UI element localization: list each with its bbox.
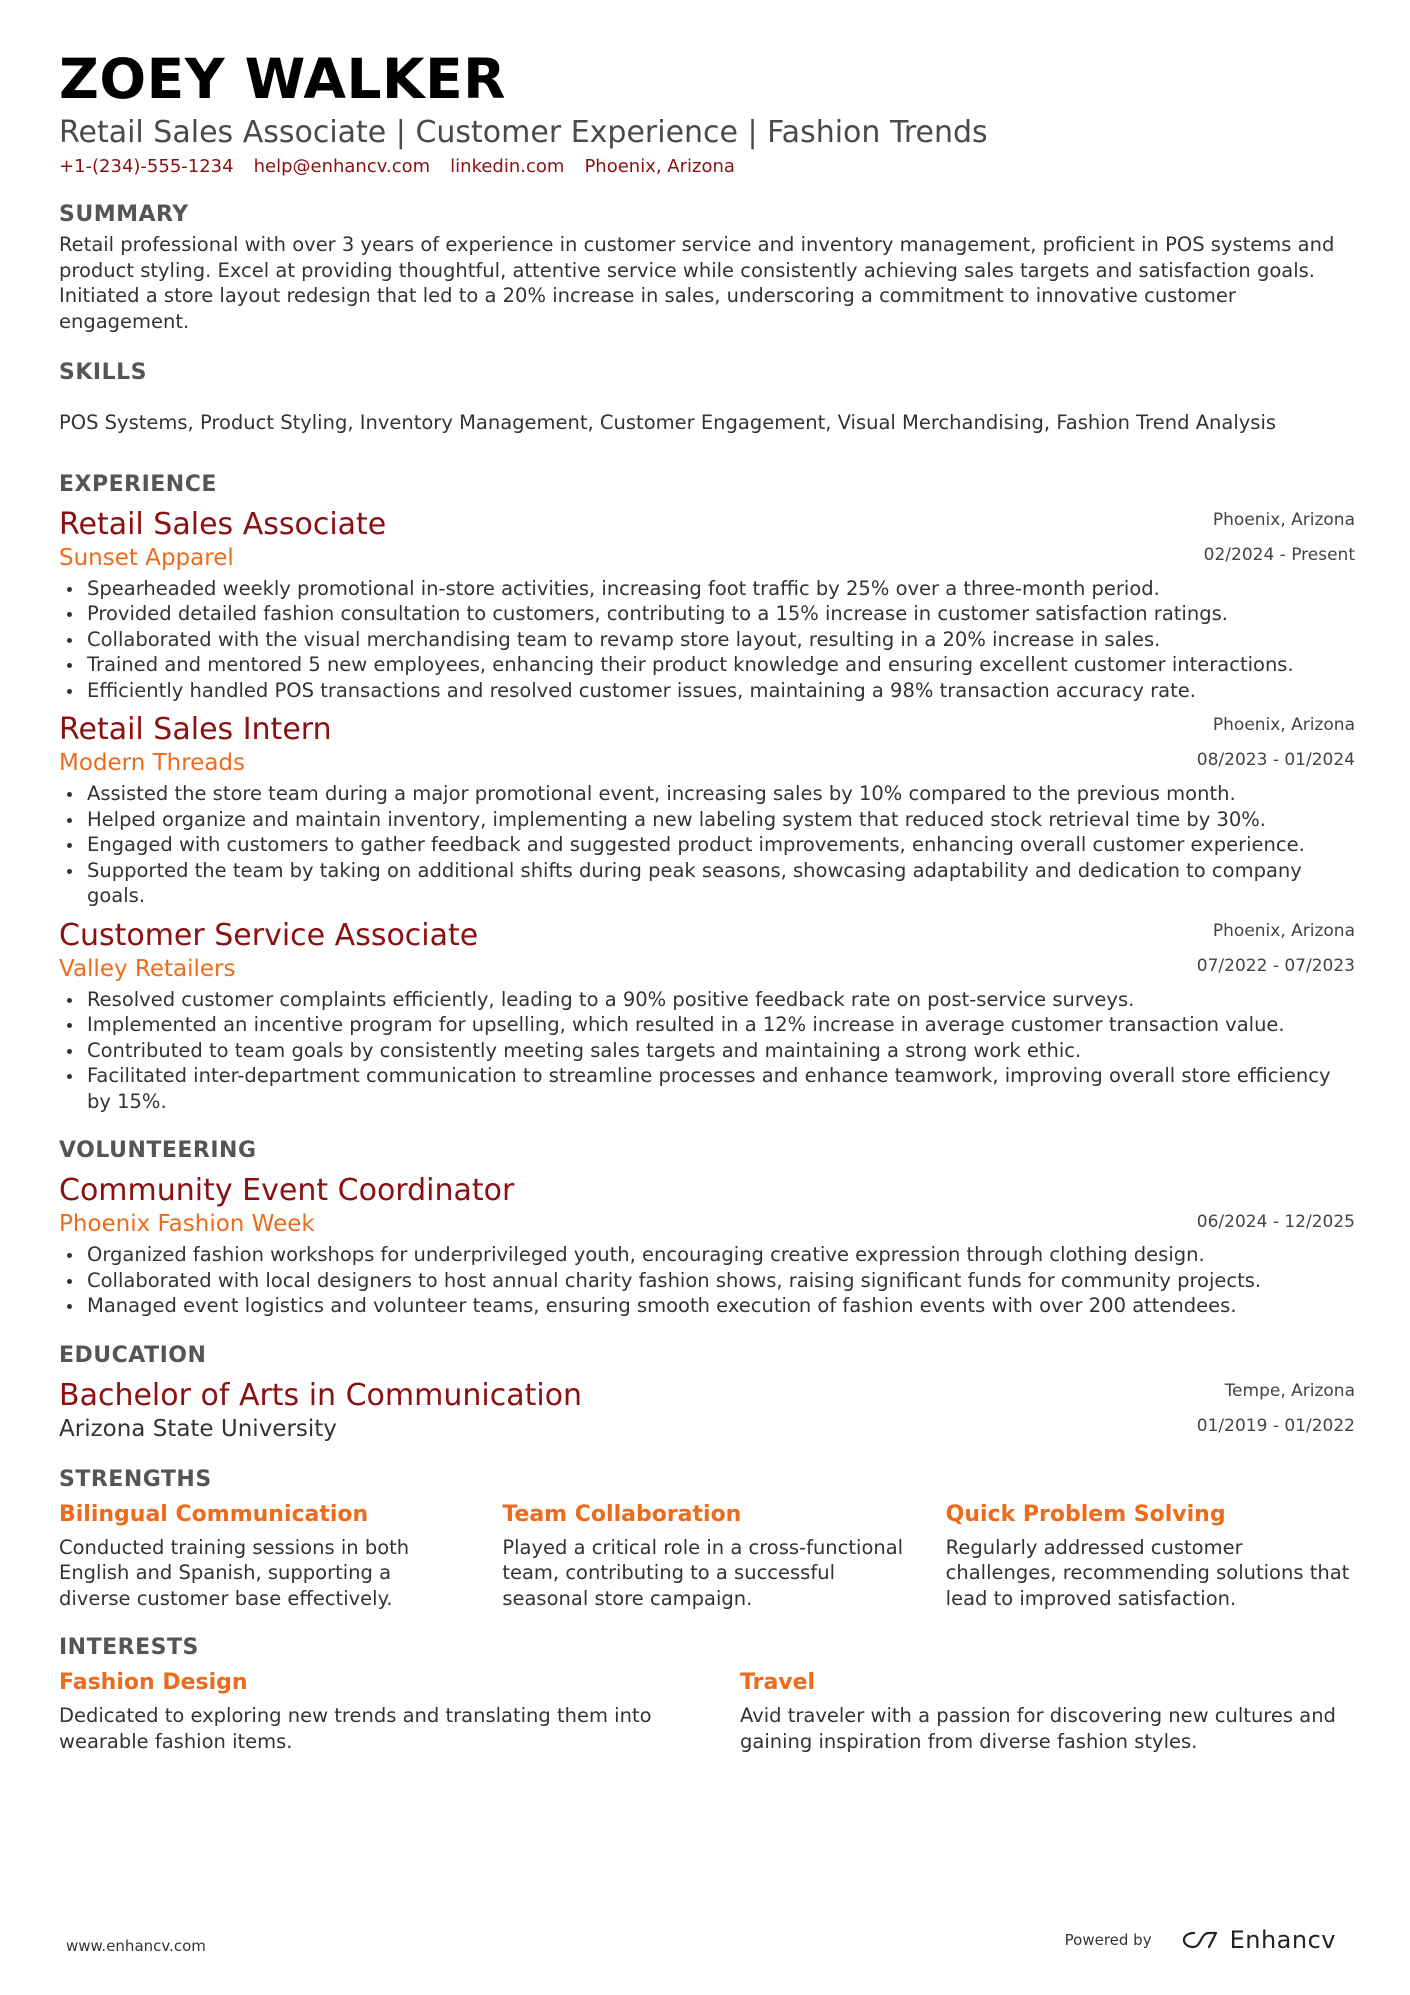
job-role: Retail Sales Associate xyxy=(59,506,387,542)
interests-section xyxy=(59,1633,1355,1754)
job-location: Phoenix, Arizona xyxy=(1212,920,1355,941)
volunteer-org: Phoenix Fashion Week xyxy=(59,1211,315,1237)
list-item: Managed event logistics and volunteer teams, ensuring smooth execution of fashion events with over 200 attendees. xyxy=(87,1293,1355,1319)
interest-card xyxy=(740,1667,1355,1754)
job-bullets xyxy=(59,781,1355,909)
skills-text: POS Systems, Product Styling, Inventory Management, Customer Engagement, Visual Merchandising, Fashion Trend Analysis xyxy=(59,411,1277,434)
list-item: Implemented an incentive program for upselling, which resulted in a 12% increase in average customer transaction value. xyxy=(87,1012,1355,1038)
resume-page xyxy=(59,44,1355,1754)
interests-grid xyxy=(59,1667,1355,1754)
list-item: Collaborated with the visual merchandising team to revamp store layout, resulting in a 20% increase in sales. xyxy=(87,627,1355,653)
education-entry xyxy=(59,1377,1355,1443)
job-dates: 02/2024 - Present xyxy=(1203,544,1355,565)
volunteering-title: VOLUNTEERING xyxy=(59,1138,257,1163)
job-role: Customer Service Associate xyxy=(59,917,479,953)
summary-text: Retail professional with over 3 years of experience in customer service and inventory management, proficient in POS systems and product styling. Excel at providing thoughtful, attentive service while consistently achieving sales targets and satisfaction goals. Initiated a store layout redesign that led to a 20% increase in sales, underscoring a commitment to innovative customer engagement. xyxy=(59,233,1335,333)
powered-by xyxy=(1065,1926,1336,1954)
list-item: Trained and mentored 5 new employees, enhancing their product knowledge and ensuring excellent customer interactions. xyxy=(87,652,1355,678)
strengths-title: STRENGTHS xyxy=(59,1466,212,1492)
interest-text: Dedicated to exploring new trends and translating them into wearable fashion items. xyxy=(59,1704,652,1753)
strength-title: Bilingual Communication xyxy=(59,1501,369,1527)
location-text: Phoenix, Arizona xyxy=(584,156,735,177)
summary-section xyxy=(59,200,1355,334)
volunteering-section xyxy=(59,1136,1355,1319)
list-item: Facilitated inter-department communication to streamline processes and enhance teamwork, improving overall store efficiency by 15%. xyxy=(87,1063,1355,1114)
education-location: Tempe, Arizona xyxy=(1224,1380,1355,1401)
headline: Retail Sales Associate | Customer Experience | Fashion Trends xyxy=(59,115,988,150)
interest-title: Travel xyxy=(740,1670,816,1695)
brand-name: Enhancv xyxy=(1229,1926,1336,1954)
job-dates: 07/2022 - 07/2023 xyxy=(1196,955,1355,976)
phone-link[interactable]: +1-(234)-555-1234 xyxy=(59,156,234,177)
strength-card xyxy=(946,1499,1355,1612)
experience-title: EXPERIENCE xyxy=(59,471,217,497)
volunteer-dates: 06/2024 - 12/2025 xyxy=(1196,1212,1355,1232)
strengths-section xyxy=(59,1465,1355,1612)
summary-title: SUMMARY xyxy=(59,202,189,227)
list-item: Provided detailed fashion consultation to customers, contributing to a 15% increase in customer satisfaction ratings. xyxy=(87,601,1355,627)
linkedin-link[interactable]: linkedin.com xyxy=(450,156,565,177)
education-section xyxy=(59,1341,1355,1443)
strength-title: Team Collaboration xyxy=(502,1501,742,1527)
interest-title: Fashion Design xyxy=(59,1670,248,1695)
job-dates: 08/2023 - 01/2024 xyxy=(1196,750,1355,770)
strengths-grid xyxy=(59,1499,1355,1612)
list-item: Spearheaded weekly promotional in-store activities, increasing foot traffic by 25% over a three-month period. xyxy=(87,576,1355,602)
list-item: Organized fashion workshops for underprivileged youth, encouraging creative expression through clothing design. xyxy=(87,1242,1355,1268)
list-item: Collaborated with local designers to host annual charity fashion shows, raising significant funds for community projects. xyxy=(87,1268,1355,1294)
degree: Bachelor of Arts in Communication xyxy=(59,1377,583,1413)
volunteer-role: Community Event Coordinator xyxy=(59,1173,515,1208)
job-bullets xyxy=(59,576,1355,704)
volunteer-entry xyxy=(59,1172,1355,1319)
list-item: Efficiently handled POS transactions and resolved customer issues, maintaining a 98% transaction accuracy rate. xyxy=(87,678,1355,704)
strength-card xyxy=(59,1499,468,1612)
enhancv-logo[interactable] xyxy=(1180,1926,1336,1954)
list-item: Supported the team by taking on additional shifts during peak seasons, showcasing adaptability and dedication to company goals. xyxy=(87,858,1355,909)
list-item: Engaged with customers to gather feedback and suggested product improvements, enhancing overall customer experience. xyxy=(87,832,1355,858)
job-company: Modern Threads xyxy=(59,750,246,776)
powered-by-label: Powered by xyxy=(1064,1931,1152,1949)
job-company: Sunset Apparel xyxy=(59,544,234,571)
school: Arizona State University xyxy=(59,1415,337,1442)
interest-text: Avid traveler with a passion for discovering new cultures and gaining inspiration from diverse fashion styles. xyxy=(740,1704,1336,1753)
education-title: EDUCATION xyxy=(59,1342,207,1368)
strength-text: Regularly addressed customer challenges, recommending solutions that lead to improved satisfaction. xyxy=(945,1535,1350,1610)
strength-card xyxy=(502,1499,911,1612)
volunteer-bullets xyxy=(59,1242,1355,1319)
job-location: Phoenix, Arizona xyxy=(1212,509,1355,530)
list-item: Helped organize and maintain inventory, implementing a new labeling system that reduced stock retrieval time by 30%. xyxy=(87,807,1355,833)
contact-row xyxy=(59,154,1355,180)
education-dates: 01/2019 - 01/2022 xyxy=(1196,1415,1355,1436)
skills-title: SKILLS xyxy=(59,360,147,385)
enhancv-logo-icon xyxy=(1180,1929,1220,1951)
job-location: Phoenix, Arizona xyxy=(1212,715,1355,735)
candidate-name: ZOEY WALKER xyxy=(59,47,507,111)
job-bullets xyxy=(59,987,1355,1115)
experience-section xyxy=(59,470,1355,1115)
job-company: Valley Retailers xyxy=(59,955,236,982)
skills-section xyxy=(59,358,1355,436)
job-entry xyxy=(59,711,1355,909)
list-item: Assisted the store team during a major promotional event, increasing sales by 10% compared to the previous month. xyxy=(87,781,1355,807)
job-role: Retail Sales Intern xyxy=(59,712,332,747)
interests-title: INTERESTS xyxy=(59,1635,199,1660)
strength-text: Played a critical role in a cross-functional team, contributing to a successful seasonal store campaign. xyxy=(502,1535,904,1610)
strength-text: Conducted training sessions in both English and Spanish, supporting a diverse customer base effectively. xyxy=(59,1535,410,1610)
strength-title: Quick Problem Solving xyxy=(945,1501,1226,1527)
job-entry xyxy=(59,917,1355,1115)
footer-website[interactable]: www.enhancv.com xyxy=(66,1937,206,1955)
list-item: Resolved customer complaints efficiently, leading to a 90% positive feedback rate on post-service surveys. xyxy=(87,987,1355,1013)
list-item: Contributed to team goals by consistently meeting sales targets and maintaining a strong work ethic. xyxy=(87,1038,1355,1064)
job-entry xyxy=(59,506,1355,704)
interest-card xyxy=(59,1667,674,1754)
email-link[interactable]: help@enhancv.com xyxy=(253,156,431,177)
